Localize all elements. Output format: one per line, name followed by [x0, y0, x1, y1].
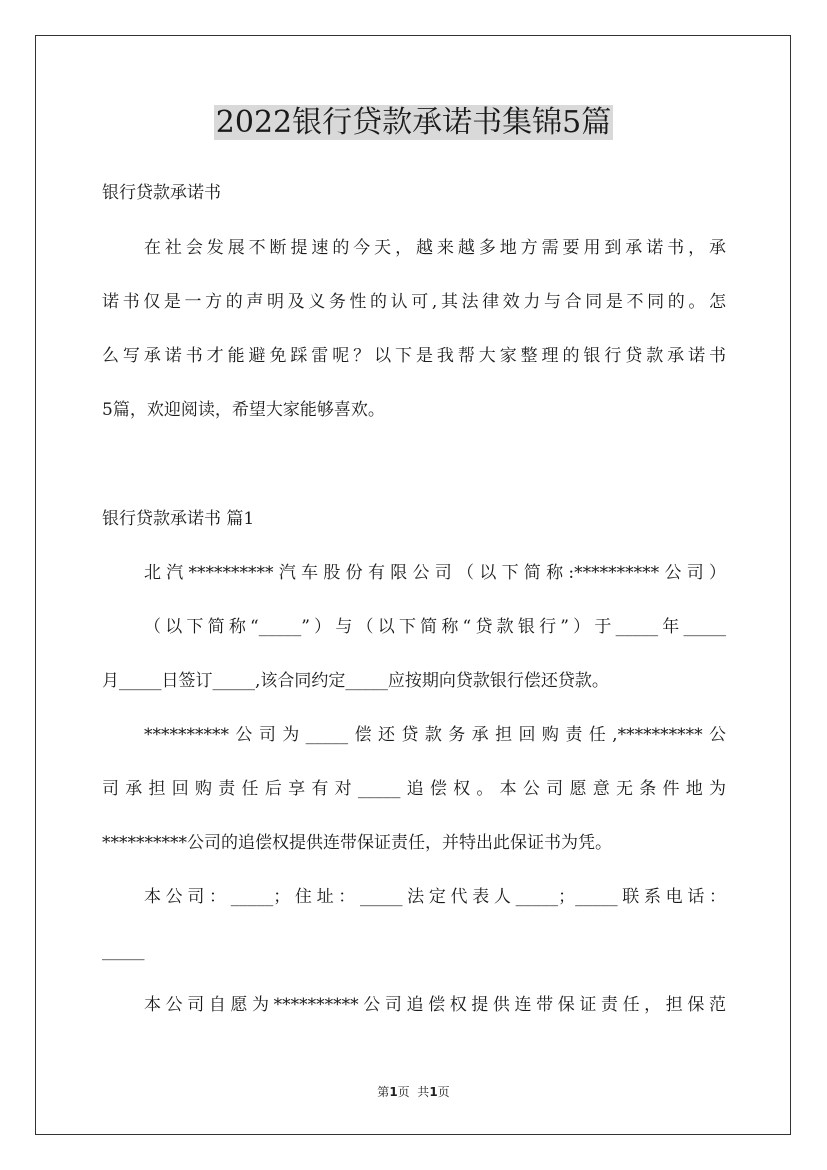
part1-line-9: 本公司自愿为**********公司追偿权提供连带保证责任，担保范	[144, 995, 726, 1015]
part1-line-6: **********公司的追偿权提供连带保证责任，并特出此保证书为凭。	[102, 833, 612, 853]
part1-line-2: （以下简称“_____”）与（以下简称“贷款银行”）于_____年_____	[144, 617, 726, 637]
part1-heading: 银行贷款承诺书 篇1	[102, 509, 255, 529]
intro-line-1: 在社会发展不断提速的今天，越来越多地方需要用到承诺书，承	[144, 238, 726, 258]
footer-total-pages: 1	[429, 1085, 438, 1099]
intro-line-3: 么写承诺书才能避免踩雷呢？以下是我帮大家整理的银行贷款承诺书	[102, 346, 726, 366]
document-title	[0, 103, 827, 143]
footer-page-number: 1	[389, 1085, 398, 1099]
page-footer	[0, 1084, 827, 1100]
footer-total-suffix: 页	[437, 1085, 450, 1099]
section-heading: 银行贷款承诺书	[102, 183, 221, 203]
part1-line-1: 北汽**********汽车股份有限公司（以下简称:**********公司）	[144, 563, 726, 583]
part1-line-8: _____	[102, 941, 145, 961]
part1-line-5: 司承担回购责任后享有对_____追偿权。本公司愿意无条件地为	[102, 779, 726, 799]
intro-line-2: 诺书仅是一方的声明及义务性的认可,其法律效力与合同是不同的。怎	[102, 292, 726, 312]
footer-prefix: 第	[377, 1085, 390, 1099]
document-title-text: 2022银行贷款承诺书集锦5篇	[215, 105, 612, 140]
part1-line-4: **********公司为_____偿还贷款务承担回购责任,**********公	[144, 725, 726, 745]
part1-line-3: 月_____日签订_____,该合同约定_____应按期向贷款银行偿还贷款。	[102, 671, 609, 691]
intro-line-4: 5篇，欢迎阅读，希望大家能够喜欢。	[102, 400, 385, 420]
footer-page-suffix: 页 共	[397, 1085, 430, 1099]
part1-line-7: 本公司：_____；住址：_____法定代表人_____；_____联系电话：	[144, 887, 726, 907]
